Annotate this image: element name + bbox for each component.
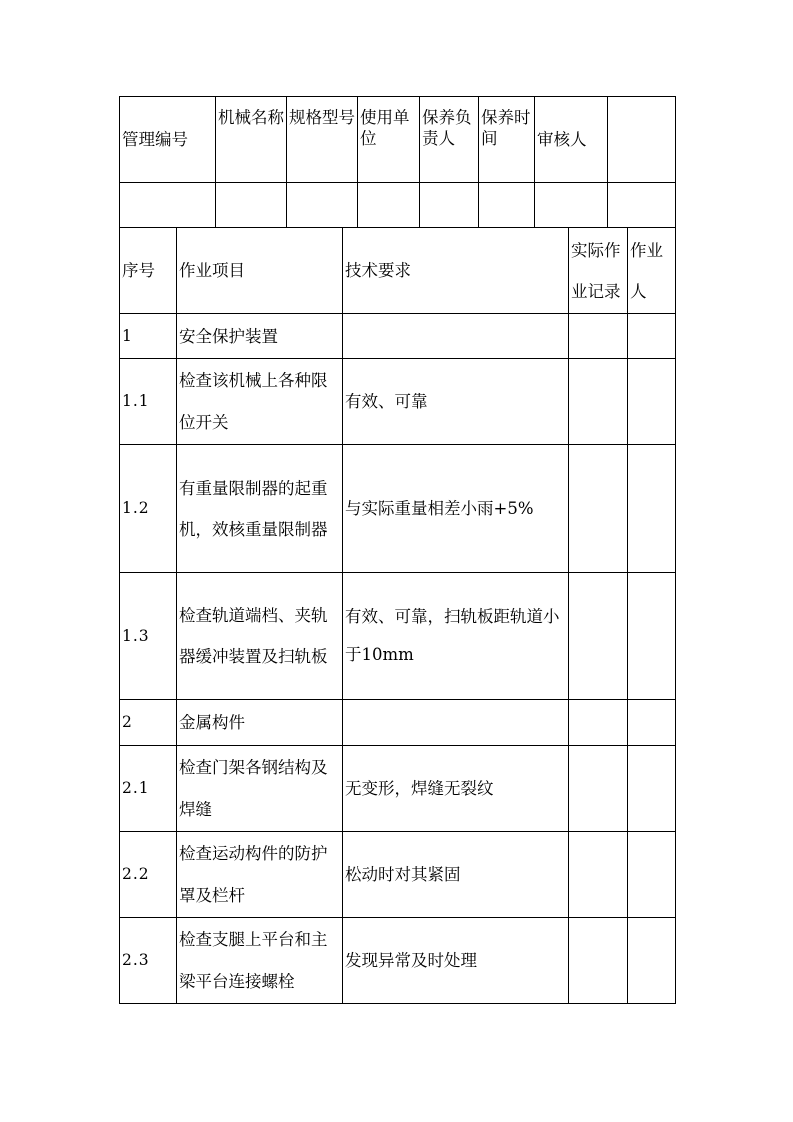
row-seq: 1 — [120, 314, 177, 359]
row-item: 检查运动构件的防护罩及栏杆 — [177, 832, 343, 918]
row-seq: 1.3 — [120, 573, 177, 700]
value-blank[interactable] — [608, 183, 676, 228]
info-label-row — [120, 97, 676, 183]
row-record[interactable] — [569, 445, 628, 573]
row-requirement: 有效、可靠，扫轨板距轨道小于10mm — [343, 573, 569, 700]
row-worker[interactable] — [628, 445, 676, 573]
row-item: 检查支腿上平台和主梁平台连接螺栓 — [177, 918, 343, 1004]
table-row — [120, 832, 676, 918]
table-row — [120, 314, 676, 359]
row-worker[interactable] — [628, 746, 676, 832]
label-reviewer: 审核人 — [535, 97, 608, 183]
row-record[interactable] — [569, 700, 628, 746]
row-requirement — [343, 700, 569, 746]
row-item: 安全保护装置 — [177, 314, 343, 359]
label-maintenance-owner: 保养负责人 — [420, 97, 479, 183]
label-machine-name: 机械名称 — [216, 97, 287, 183]
row-seq: 2.2 — [120, 832, 177, 918]
label-using-unit: 使用单位 — [358, 97, 420, 183]
row-requirement: 与实际重量相差小雨+5% — [343, 445, 569, 573]
row-requirement: 无变形，焊缝无裂纹 — [343, 746, 569, 832]
table-row — [120, 918, 676, 1004]
row-record[interactable] — [569, 573, 628, 700]
label-blank — [608, 97, 676, 183]
row-record[interactable] — [569, 359, 628, 445]
row-worker[interactable] — [628, 359, 676, 445]
row-item: 检查门架各钢结构及焊缝 — [177, 746, 343, 832]
row-record[interactable] — [569, 314, 628, 359]
row-item: 检查该机械上各种限位开关 — [177, 359, 343, 445]
row-seq: 2 — [120, 700, 177, 746]
header-requirement: 技术要求 — [343, 228, 569, 314]
table-row — [120, 746, 676, 832]
label-maintenance-time: 保养时间 — [479, 97, 535, 183]
row-worker[interactable] — [628, 832, 676, 918]
value-model-spec[interactable] — [287, 183, 358, 228]
row-seq: 2.3 — [120, 918, 177, 1004]
label-model-spec: 规格型号 — [287, 97, 358, 183]
row-record[interactable] — [569, 832, 628, 918]
header-item: 作业项目 — [177, 228, 343, 314]
row-item: 有重量限制器的起重机，效核重量限制器 — [177, 445, 343, 573]
value-management-number[interactable] — [120, 183, 216, 228]
table-row — [120, 700, 676, 746]
table-row — [120, 445, 676, 573]
row-seq: 1.2 — [120, 445, 177, 573]
value-maintenance-owner[interactable] — [420, 183, 479, 228]
work-header-row — [120, 228, 676, 314]
row-worker[interactable] — [628, 700, 676, 746]
row-item: 金属构件 — [177, 700, 343, 746]
header-seq: 序号 — [120, 228, 177, 314]
value-reviewer[interactable] — [535, 183, 608, 228]
info-value-row — [120, 183, 676, 228]
maintenance-work-table — [119, 227, 676, 1004]
row-item: 检查轨道端档、夹轨器缓冲装置及扫轨板 — [177, 573, 343, 700]
row-requirement: 发现异常及时处理 — [343, 918, 569, 1004]
table-row — [120, 359, 676, 445]
label-management-number: 管理编号 — [120, 97, 216, 183]
row-seq: 1.1 — [120, 359, 177, 445]
row-seq: 2.1 — [120, 746, 177, 832]
table-row — [120, 573, 676, 700]
header-worker: 作业人 — [628, 228, 676, 314]
row-requirement: 松动时对其紧固 — [343, 832, 569, 918]
equipment-info-table — [119, 96, 676, 228]
row-worker[interactable] — [628, 314, 676, 359]
header-record: 实际作业记录 — [569, 228, 628, 314]
value-machine-name[interactable] — [216, 183, 287, 228]
row-worker[interactable] — [628, 573, 676, 700]
value-maintenance-time[interactable] — [479, 183, 535, 228]
row-requirement — [343, 314, 569, 359]
row-record[interactable] — [569, 746, 628, 832]
value-using-unit[interactable] — [358, 183, 420, 228]
row-worker[interactable] — [628, 918, 676, 1004]
row-requirement: 有效、可靠 — [343, 359, 569, 445]
row-record[interactable] — [569, 918, 628, 1004]
